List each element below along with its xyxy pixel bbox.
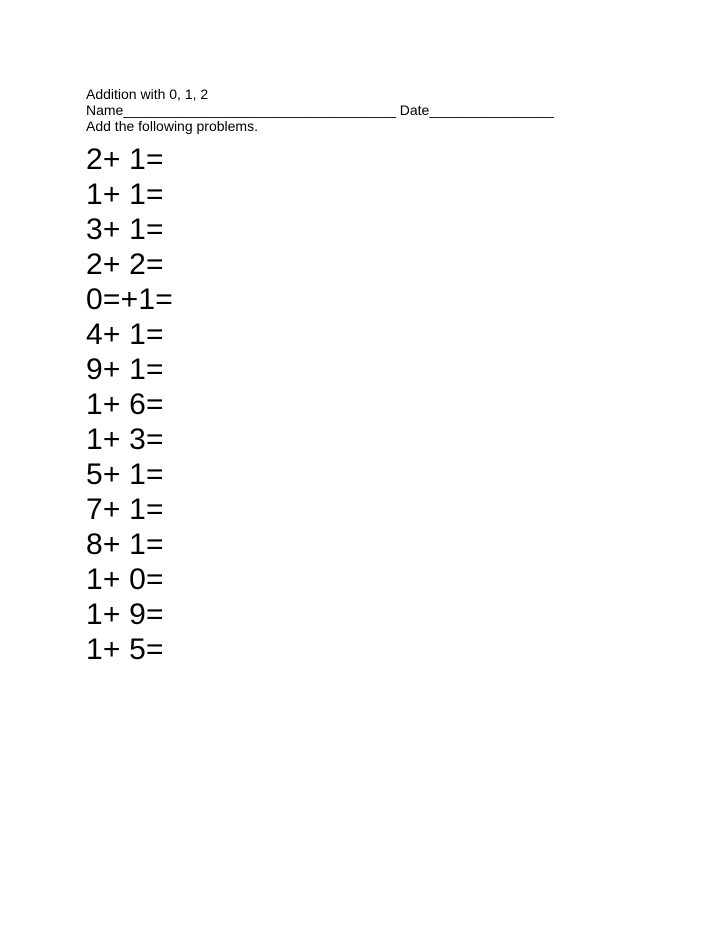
problem-3: 3+ 1= xyxy=(86,213,164,246)
problem-7: 9+ 1= xyxy=(86,353,164,386)
worksheet-title: Addition with 0, 1, 2 xyxy=(86,86,209,102)
problem-4: 2+ 2= xyxy=(86,248,164,281)
problem-10: 5+ 1= xyxy=(86,458,164,491)
problem-9: 1+ 3= xyxy=(86,423,164,456)
problem-14: 1+ 9= xyxy=(86,598,164,631)
instructions: Add the following problems. xyxy=(86,118,258,134)
worksheet-page xyxy=(86,86,646,667)
problem-6: 4+ 1= xyxy=(86,318,164,351)
problem-1: 2+ 1= xyxy=(86,143,164,176)
problem-11: 7+ 1= xyxy=(86,493,164,526)
problem-list xyxy=(86,142,646,667)
problem-13: 1+ 0= xyxy=(86,563,164,596)
problem-15: 1+ 5= xyxy=(86,633,164,666)
problem-5: 0=+1= xyxy=(86,283,173,316)
problem-12: 8+ 1= xyxy=(86,528,164,561)
problem-8: 1+ 6= xyxy=(86,388,164,421)
name-date-line: Name___________________________________ Date________________ xyxy=(86,102,554,118)
problem-2: 1+ 1= xyxy=(86,178,164,211)
